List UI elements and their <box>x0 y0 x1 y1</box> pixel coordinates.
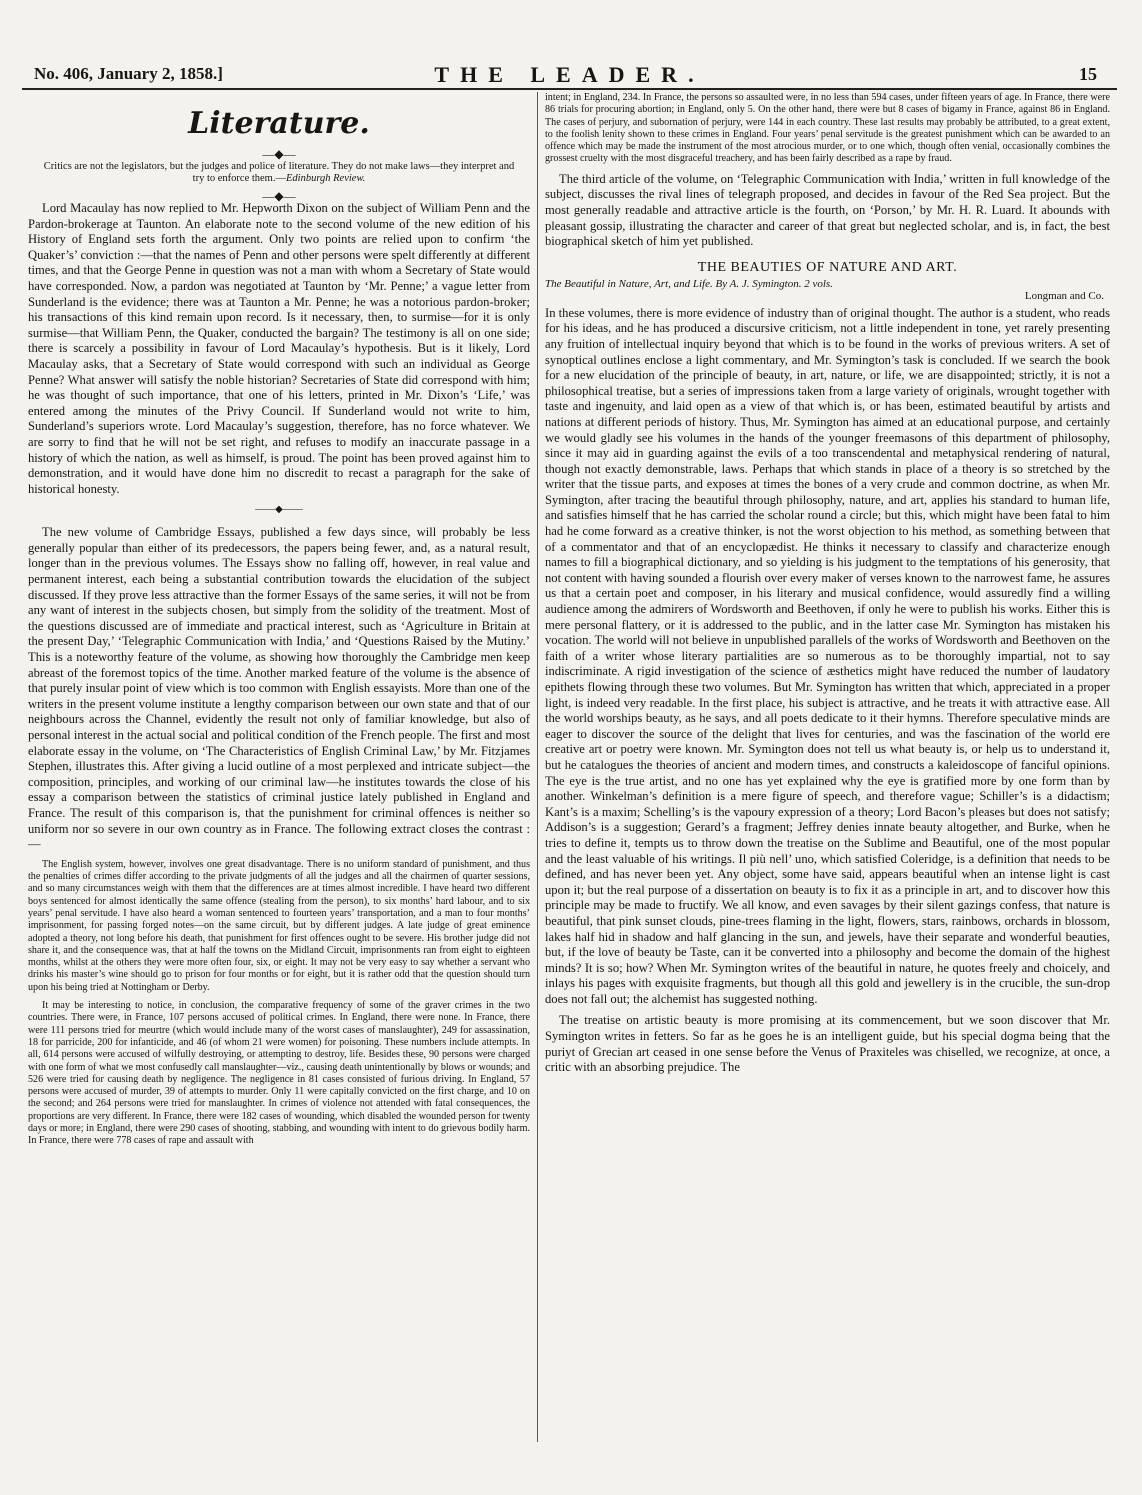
column-divider <box>537 92 538 1442</box>
motto-text: Critics are not the legislators, but the judges and police of literature. They do not make laws—they interpret and try to enforce them.— <box>43 161 515 184</box>
publisher: Longman and Co. <box>1024 289 1104 302</box>
page-number: 15 <box>1079 64 1097 84</box>
paragraph-review: In these volumes, there is more evidence of industry than of original thought. The author is a student, who reads for his ideas, and he has produced a discursive criticism, not a little independent in tone, yet rarely presenting any fruition of intellectual inquiry beyond that which is to be found in the works of previous writers. A set of synoptical outlines enclose a light commentary, and Mr. Symington’s task is concluded. If we search the book for a new elucidation of the principle of beauty, in art, nature, or life, we are disappointed; strictly, it is not a philosophical treatise, but a series of impressions taken from a large variety of originals, wrought together with taste and ingenuity, and laid open as a view of that which is, or has been, estimated beautiful by artists and nations at different periods of history. Thus, Mr. Symington has aimed at an educational purpose, and certainly we would gladly see his volumes in the hands of the younger freemasons of this department of philosophy, since it may aid in guarding against the evils of a too transcendental and metaphysical rendering of natural, though not exactly demonstrable, laws. Perhaps that which stands in place of a theory is so stretched by the writer that the tissue parts, and exposes at times the bones of a very crude and common doctrine, as when Mr. Symington, after tracing the beautiful through philosophy, nature, and art, applies his standard to human life, and satisfies himself that he has carried the scholar round a circle; but this, which might have been fatal to him had he come forward as a creative thinker, is not the worst objection to his method, as something between that of a commentator and that of an encyclopædist. He thinks it necessary to classify and characterize enough names to fill a biographical dictionary, and so yielding is his judgment to the temptations of his generosity, that not content with having sounded a flourish over every maker of verses known to the narrowest fame, he assures us that a certain poet and composer, in his literary and musical confidence, would assuredly find a willing audience among the admirers of Wordsworth and Beethoven, if only he were to publish his works. Either this is mere personal flattery, or it is addressed to the public, and in the latter case Mr. Symington has mistaken his vocation. The world will not believe in unpublished parallels of the works of Wordsworth and Beethoven on the faith of a writer whose literary partialities are so numerous as to be thoroughly impartial, not to say indiscriminate. A rigid investigation of the science of æsthetics might have reduced the number of laudatory epithets flowing through these two volumes. But Mr. Symington has written that which, appreciated in a proper light, is indeed very readable. In the first place, his subject is attractive, and he treats it with attractive ease. All the world worships beauty, as he says, and all poets dedicate to it their hymns. Therefore speculative minds are eager to discover the source of the delight that lives for centuries, and was the fascination of the world ere creative art or poetry were known. Mr. Symington does not tell us what beauty is, or help us to understand it, but he catalogues the theories of ancient and modern times, and constructs a kaleidoscope of fanciful opinions. The eye is the true artist, and no one has yet explained why the eye is gratified more by one form than by another. Winkelman’s definition is a mere figure of speech, and therefore vague; Schiller’s is a didactism; Kant’s is a maxim; Schelling’s is the vapoury expression of a theory; Lord Bacon’s pleases but does not satisfy; Addison’s is a suggestion; Gerard’s a fragment; Jeffrey denies innate beauty altogether, and Burke, when he tries to define it, tempts us to throw down the treatise on the Sublime and Beautiful, one of the most popular and the least valuable of his writings. Il più nell’ uno, which satisfied Coleridge, is a definition that needs to be defined, and has never been yet. Any object, some have said, appears beautiful when an intense light is cast upon it; but the real purpose of a dissertation on beauty is to fix it as a principle in art, and to discover how this principle may be made to fructify. We all know, and even savages by their silent gazings confess, that nature is beautiful, that pink sunset clouds, pine-trees flaming in the light, flowers, stars, rainbows, orchards in blossom, lakes half hid in shadow and half glancing in the sun, and jewels, have their separate and wonderful beauties, but, if the love of beauty be Taste, can it be converted into a philosophy and become the domain of the highest minds? It is so; how? When Mr. Symington writes of the beautiful in nature, he quotes freely and choicely, and inlays his pages with exquisite fragments, but though all this gold and jewellery is in the crucible, the sun-drop does not fall out; the alchemist has suggested nothing. <box>545 305 1110 1006</box>
paragraph-third-article: The third article of the volume, on ‘Telegraphic Communication with India,’ written in full knowledge of the subject, discusses the rival lines of telegraph proposed, and decides in favour of the Red Sea project. But the most generally readable and attractive article is the fourth, on ‘Porson,’ by Mr. H. R. Luard. It abounds with pleasant gossip, illustrating the character and career of that great but neglected scholar, and is, in fact, the best biographical sketch of him yet published. <box>545 171 1110 249</box>
article-title: THE BEAUTIES OF NATURE AND ART. <box>697 259 958 275</box>
right-column <box>545 92 1110 1452</box>
issue-date: No. 406, January 2, 1858.] <box>34 64 223 83</box>
motto-source: Edinburgh Review. <box>285 173 366 184</box>
section-title: Literature. <box>188 106 370 141</box>
ornament-divider: —◆— <box>262 147 296 161</box>
header-rule <box>22 88 1117 90</box>
quote-english-system: The English system, however, involves one great disadvantage. There is no uniform standard of punishment, and thus the penalties of crimes differ according to the private judgments of all the judges and all the chairmen of quarter sessions, and so many circumstances weigh with them that the differences are at times almost incredible. I have heard two different boys sentenced for almost identically the same offence (stealing from the person), to six months’ hard labour, and to six years’ penal servitude. I have also heard a woman sentenced to fourteen years’ transportation, and a man to four months’ imprisonment, for passing forged notes—on the same circuit, but by different judges. A late judge of great eminence adopted a theory, not long before his death, that punishment for first offences ought to be severe. His brother judge did not share it, and the consequence was, that at half the towns on the Midland Circuit, imprisonments ran from eight to eighteen months, whilst at the others they were more often four, six, or eight. It may not be very easy to say whether a servant who drinks his master’s wine should go to prison for four months or for eight, but it is rather odd that the question should turn upon his being tried at Nottingham or Derby. <box>28 858 530 993</box>
newspaper-title: THE LEADER. <box>434 62 705 87</box>
quote-continuation: intent; in England, 234. In France, the persons so assaulted were, in no less than 594 cases, under fifteen years of age. In France, there were 86 trials for procuring abortion; in England, only 5. On the other hand, there were but 8 cases of bigamy in France, against 86 in England. The cases of perjury, and subornation of perjury, were 144 in each country. These last results may probably be attributed, to a great extent, to the foolish lenity shown to these crimes in England. Four years’ penal servitude is the greatest punishment which can be awarded to an offence which may be made the instrument of the most atrocious murder, or to one which, though often venial, occasionally combines the grossest cruelty with the most disgraceful treachery, and has been fairly described as a rape by fraud. <box>545 92 1110 165</box>
section-motto <box>38 161 520 185</box>
quote-crime-frequency: It may be interesting to notice, in conclusion, the comparative frequency of some of the graver crimes in the two countries. There were, in France, 107 persons accused of political crimes. In England, there were none. In France, there were 111 persons tried for meurtre (which would include many of the worst cases of manslaughter), 249 for assassination, 18 for parricide, 200 for infanticide, and 46 (of whom 21 were women) for poisoning. These numbers include attempts. In all, 614 persons were accused of wilfully destroying, or attempting to destroy, life. Besides these, 90 persons were charged with one form of what we most confusedly call manslaughter—viz., causing death unintentionally by blows or wounds; and 526 were tried for causing death by negligence. The negligence in 81 cases consisted of furious driving. In England, 57 persons were accused of murder, 39 of attempts to murder. Only 11 were capitally convicted on the first charge, and 10 on the second; and 264 persons were tried for manslaughter. In crimes of violence not attended with fatal consequences, the proportions are very different. In France, there were 182 cases of wounding, which disabled the wounded person for twenty days or more; in England, there were 290 cases of shooting, stabbing, and wounding with intent to do grievous bodily harm. In France, there were 778 cases of rape and assault with <box>28 1000 530 1147</box>
paragraph-cambridge-essays: The new volume of Cambridge Essays, published a few days since, will probably be less generally popular than either of its predecessors, the papers being fewer, and, as a natural result, longer than in the previous volumes. The Essays show no falling off, however, in real value and permanent interest, each being a substantial contribution towards the elucidation of the subject discussed. If they prove less attractive than the former Essays of the same series, it will not be from any want of interest in the subjects chosen, but simply from the solidity of the treatment. Most of the questions discussed are of immediate and practical interest, such as ‘Agriculture in Britain at the present Day,’ ‘Telegraphic Communication with India,’ and ‘Questions Raised by the Mutiny.’ This is a noteworthy feature of the volume, as showing how thoroughly the Cambridge men keep abreast of the foremost topics of the time. Another marked feature of the volume is the absence of that purely insular point of view which is too common with English essayists. More than one of the writers in the present volume institute a lengthy comparison between our own state and that of our neighbours across the Channel, evidently the result not only of familiar knowledge, but also of personal interest in the actual social and political condition of the French people. The first and most elaborate essay in the volume, on ‘The Characteristics of English Criminal Law,’ by Mr. Fitzjames Stephen, illustrates this. After giving a lucid outline of a most perplexed and intricate subject—the composition, principles, and working of our criminal law—he institutes towards the close of his essay a comparison between the statistics of criminal justice lately published in England and France. The result of this comparison is, that the punishment for criminal offences is neither so uniform nor so severe in our own country as in France. The following extract closes the contrast :— <box>28 525 530 852</box>
ornament-divider-2: —◆— <box>262 189 296 203</box>
masthead <box>22 60 1117 86</box>
left-column <box>28 92 530 1452</box>
separator: ——◆—— <box>255 504 303 516</box>
paragraph-macaulay: Lord Macaulay has now replied to Mr. Hepworth Dixon on the subject of William Penn and the Pardon-brokerage at Taunton. An elaborate note to the second volume of the new edition of his History of England sets forth the argument. Only two points are relied upon to confirm ‘the Quaker’s’ conviction :—that the names of Penn and other persons were spelt differently at different times, and that the George Penne in question was not a man with whom a Secretary of State would have corresponded. Now, a pardon was negotiated at Taunton by ‘Mr. Penne;’ a vague letter from Sunderland is the evidence; there was at Taunton a Mr. Penne; he was a notorious pardon-broker; his transactions of this kind remain upon record. Is it necessary, then, to surmise—for it is only surmise—that William Penn, the Quaker, conducted the bargain? The testimony is all on one side; there is scarcely a possibility in favour of Lord Macaulay’s hypothesis. But is it likely, Lord Macaulay asks, that a Secretary of State would correspond with such an individual as George Penne? What answer will satisfy the noble historian? Secretaries of State did correspond with him; he was thought of such importance, that one of his letters, printed in Mr. Dixon’s ‘Life,’ was entered among the minutes of the Privy Council. If Sunderland would not write to him, Sunderland’s superiors wrote. Lord Macaulay’s suggestion, therefore, has no force whatever. We are sorry to find that he will not be set right, and refuses to modify an inaccurate passage in a history of which the nation, as well as himself, is proud. The point has been proved against him to demonstration, and it would have done him no discredit to recast a paragraph for the sake of historical honesty. <box>28 201 530 496</box>
book-citation: The Beautiful in Nature, Art, and Life. By A. J. Symington. 2 vols. <box>545 277 833 290</box>
paragraph-artistic-beauty: The treatise on artistic beauty is more promising at its commencement, but we soon discover that Mr. Symington writes in fetters. So far as he goes he is an intelligent guide, but his special dogma being that the puriyt of Grecian art ceased in one sense before the Venus of Praxiteles was chiselled, we recognize, at once, a critic with an absorbing prejudice. The <box>545 1013 1110 1075</box>
